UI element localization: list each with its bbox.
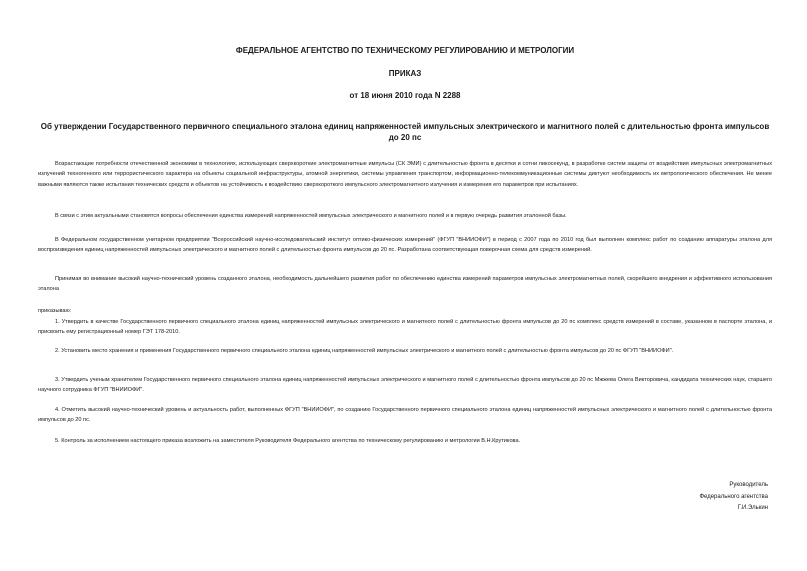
signature-organization: Федерального агентства [699, 493, 768, 500]
order-item-2: 2. Установить место хранения и применения Государственного первичного специального эталона единиц напряженностей импульсных электрического и магнитного полей с длительностью фронта импульсов до 20 пс ФГУП "ВНИИОФИ". [55, 348, 674, 354]
signature-name: Г.И.Элькин [737, 505, 768, 511]
order-heading: ПРИКАЗ [388, 69, 422, 78]
paragraph-considering: Принимая во внимание высокий научно-технический уровень созданного эталона, необходимость дальнейшего развития работ по обеспечению единства измерений параметров импульсных электромагнитных полей, скорейшего внедрения и эффективного использования эталона [38, 276, 772, 293]
document-title: Об утверждении Государственного первичного специального эталона единиц напряженностей импульсных электрического и магнитного полей с длительностью фронта импульсов до 20 пс [40, 122, 770, 142]
document-page [38, 0, 772, 571]
agency-heading: ФЕДЕРАЛЬНОЕ АГЕНТСТВО ПО ТЕХНИЧЕСКОМУ РЕГУЛИРОВАНИЮ И МЕТРОЛОГИИ [235, 46, 575, 55]
order-date: от 18 июня 2010 года N 2288 [349, 91, 461, 100]
paragraph-vniiofi-work: В Федеральном государственном унитарном предприятии "Всероссийский научно-исследовательский институт оптико-физических измерений" (ФГУП "ВНИИОФИ") в период с 2007 года по 2010 год был выполнен комплекс работ по созданию аппаратуры эталона для воспроизведения единиц напряженностей импульсных электрического и магнитного полей с длительностью фронта импульсов до 20 пс. Разработана соответствующая поверочная схема для средств измерений. [38, 237, 772, 254]
order-item-4: 4. Отметить высокий научно-технический уровень и актуальность работ, выполненных ФГУП "ВНИИОФИ", по созданию Государственного первичного специального эталона единиц напряженностей импульсных электрического и магнитного полей с длительностью фронта импульсов до 20 пс. [38, 407, 772, 424]
paragraph-relevance: В связи с этим актуальными становятся вопросы обеспечения единства измерений напряженностей импульсных электрического и магнитного полей и в первую очередь развития эталонной базы. [55, 213, 567, 219]
order-item-3: 3. Утвердить ученым хранителем Государственного первичного специального эталона единиц напряженностей импульсных электрического и магнитного полей с длительностью фронта импульсов до 20 пс Мжжева Олега Викторовича, кандидата технических наук, старшего научного сотрудника ФГУП "ВНИИОФИ". [38, 377, 772, 394]
paragraph-intro: Возрастающие потребности отечественной экономики в технологиях, использующих сверхкороткие электромагнитные импульсы (СК ЭМИ) с длительностью фронта в десятки и сотни пикосекунд, в разработке систем защиты от воздействия импульсных электромагнитных излучений техногенного или террористического характера на объекты социальной инфраструктуры, атомной энергетики, системы управления транспортом, информационно-телекоммуникационные системы диктуют необходимость их метрологического обеспечения. Не менее важными являются также испытания технических средств и объектов на устойчивость к воздействию сверхкороткого импульсного электромагнитного излучения и измерения его параметров при испытаниях. [38, 161, 772, 188]
paragraph-order-word: приказываю: [38, 308, 72, 314]
signature-position: Руководитель [729, 482, 768, 488]
signature-block [699, 480, 768, 515]
order-item-5: 5. Контроль за исполнением настоящего приказа возложить на заместителя Руководителя Федерального агентства по техническому регулированию и метрологии В.Н.Крутикова. [55, 438, 521, 444]
order-item-1: 1. Утвердить в качестве Государственного первичного специального эталона единиц напряженностей импульсных электрического и магнитного полей с длительностью фронта импульсов до 20 пс комплекс средств измерений в составе, указанном в паспорте эталона, и присвоить ему регистрационный номер ГЭТ 178-2010. [38, 319, 772, 336]
